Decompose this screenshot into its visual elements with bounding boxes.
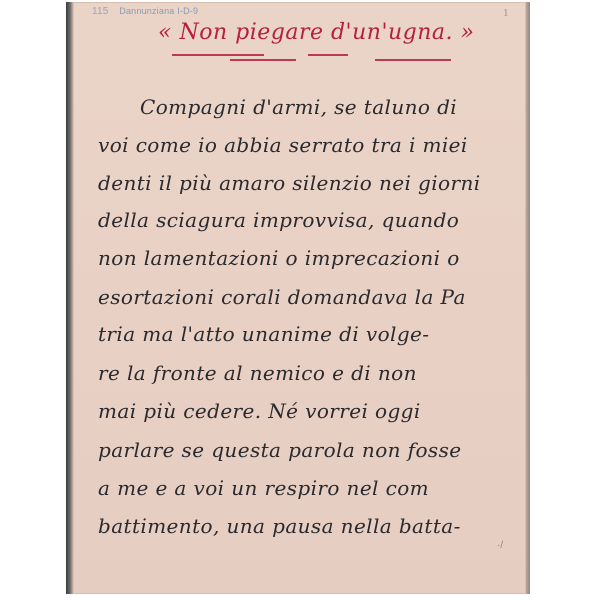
archive-stamp: Dannunziana I-D-9 [119, 6, 199, 16]
text-line: mai più cedere. Né vorrei oggi [98, 399, 421, 423]
page-number: 1 [503, 7, 509, 19]
text-line: parlare se questa parola non fosse [98, 438, 462, 462]
text-line: battimento, una pausa nella batta- [98, 514, 461, 538]
continuation-mark: ·/ [497, 540, 504, 551]
text-line: voi come io abbia serrato tra i miei [98, 133, 468, 157]
folio-number: 115 [92, 6, 109, 17]
sheet-right-edge [526, 2, 530, 594]
title-underline [230, 59, 296, 61]
text-line: denti il più amaro silenzio nei giorni [98, 171, 481, 195]
text-line: Compagni d'armi, se taluno di [140, 95, 458, 119]
archive-reference [92, 6, 198, 17]
text-line: re la fronte al nemico e di non [98, 361, 417, 385]
title-underline [375, 59, 451, 61]
sheet-left-edge [66, 2, 73, 594]
title-underline [308, 54, 348, 56]
text-line: tria ma l'atto unanime di volge- [98, 322, 430, 346]
title-underline [172, 54, 264, 56]
text-line: della sciagura improvvisa, quando [98, 208, 460, 232]
manuscript-title: « Non piegare d'un'ugna. » [158, 20, 475, 45]
text-line: esortazioni corali domandava la Pa [98, 285, 466, 309]
text-line: a me e a voi un respiro nel com [98, 476, 430, 500]
text-line: non lamentazioni o imprecazioni o [98, 246, 460, 270]
